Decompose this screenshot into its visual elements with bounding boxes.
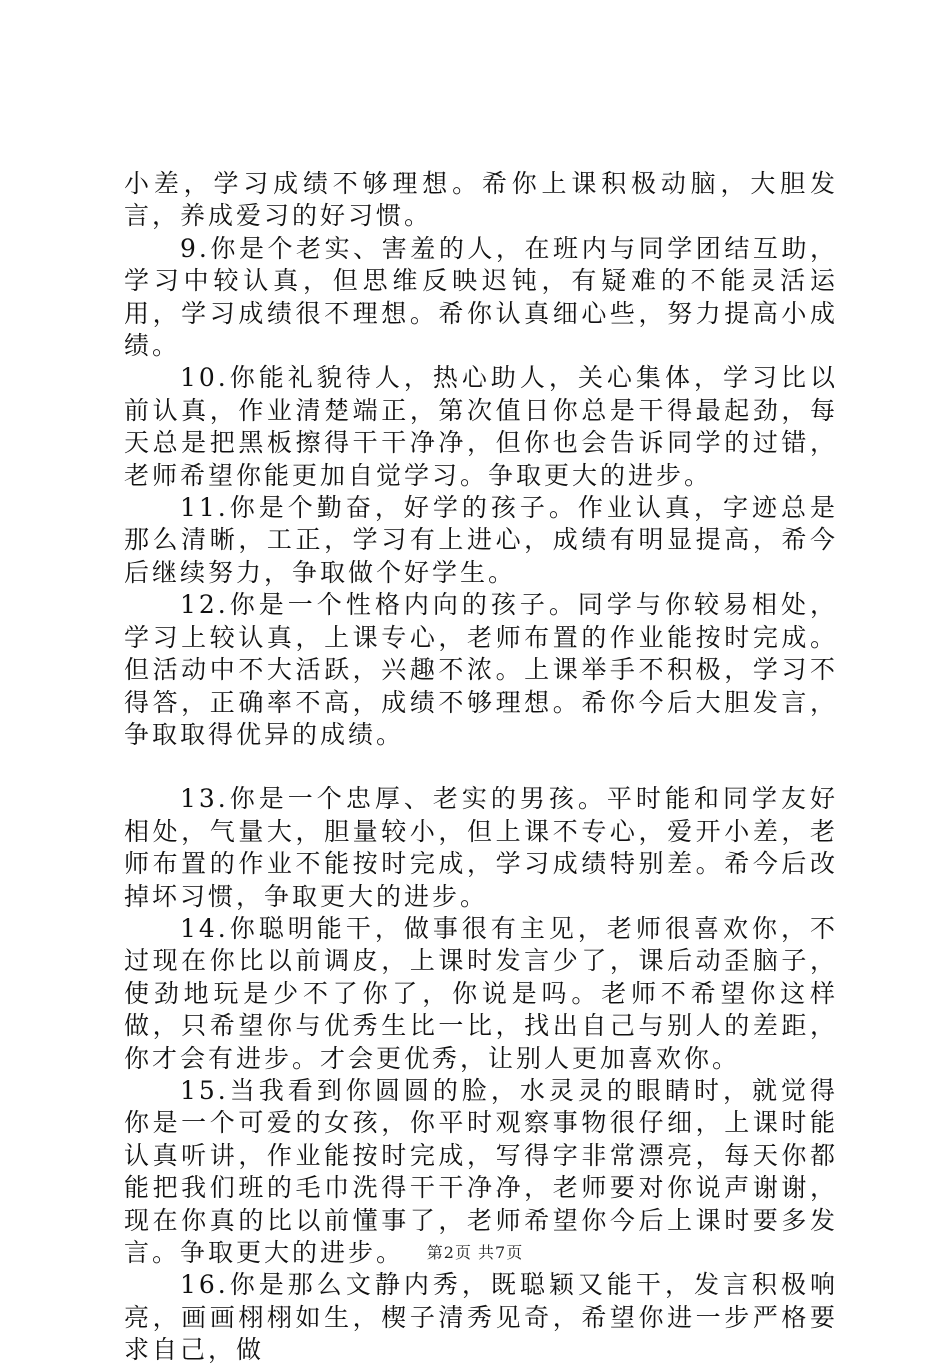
paragraph-item-12: 12.你是一个性格内向的孩子。同学与你较易相处，学习上较认真，上课专心，老师布置的作业能按时完成。但活动中不大活跃，兴趣不浓。上课举手不积极，学习不得答，正确率不高，成绩不够理想。希你今后大胆发言，争取取得优异的成绩。 [124, 590, 838, 749]
paragraph-continuation: 小差，学习成绩不够理想。希你上课积极动脑，大胆发言，养成爱习的好习惯。 [124, 169, 838, 231]
paragraph-item-14: 14.你聪明能干，做事很有主见，老师很喜欢你，不过现在你比以前调皮，上课时发言少了，课后动歪脑子，使劲地玩是少不了你了，你说是吗。老师不希望你这样做，只希望你与优秀生比一比，找出自己与别人的差距，你才会有进步。才会更优秀，让别人更加喜欢你。 [124, 913, 838, 1073]
paragraph-item-10: 10.你能礼貌待人，热心助人，关心集体，学习比以前认真，作业清楚端正，第次值日你总是干得最起劲，每天总是把黑板擦得干干净净，但你也会告诉同学的过错，老师希望你能更加自觉学习。争取更大的进步。 [124, 363, 838, 490]
paragraph-item-13: 13.你是一个忠厚、老实的男孩。平时能和同学友好相处，气量大，胆量较小，但上课不专心，爱开小差，老师布置的作业不能按时完成，学习成绩特别差。希今后改掉坏习惯，争取更大的进步。 [124, 784, 838, 911]
page-number-footer: 第2页 共7页 [426, 1243, 524, 1262]
paragraph-item-16: 16.你是那么文静内秀，既聪颖又能干，发言积极响亮，画画栩栩如生，楔子清秀见奇，希望你进一步严格要求自己，做 [124, 1270, 838, 1365]
paragraph-item-9: 9.你是个老实、害羞的人，在班内与同学团结互助，学习中较认真，但思维反映迟钝，有疑难的不能灵活运用，学习成绩很不理想。希你认真细心些，努力提高小成绩。 [124, 233, 838, 361]
paragraph-item-15: 15.当我看到你圆圆的脸，水灵灵的眼睛时，就觉得你是一个可爱的女孩，你平时观察事物很仔细，上课时能认真听讲，作业能按时完成，写得字非常漂亮，每天你都能把我们班的毛巾洗得干干净净，老师要对你说声谢谢，现在你真的比以前懂事了，老师希望你今后上课时要多发言。争取更大的进步。 [124, 1075, 838, 1267]
document-body [124, 168, 838, 1367]
paragraph-item-11: 11.你是个勤奋，好学的孩子。作业认真，字迹总是那么清晰，工正，学习有上进心，成绩有明显提高，希今后继续努力，争取做个好学生。 [124, 493, 838, 587]
